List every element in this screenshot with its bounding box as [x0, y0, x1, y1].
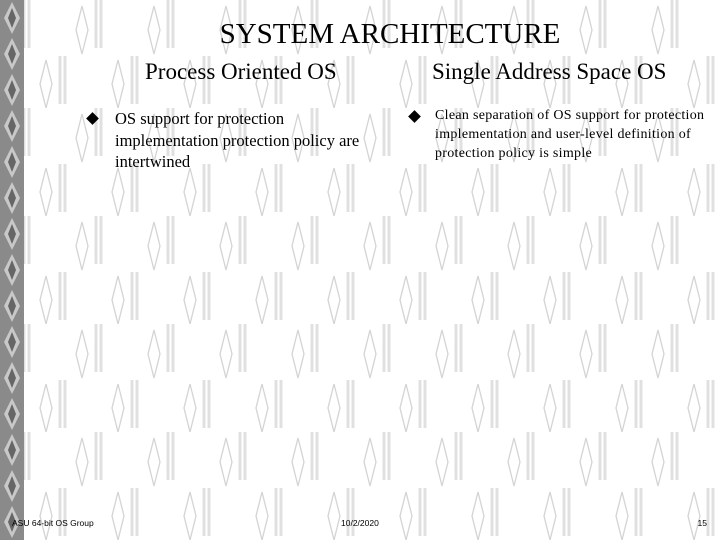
- diamond-bullet-icon: [408, 110, 421, 123]
- bullet-item-process-oriented: [88, 108, 388, 173]
- heading-single-address-space-os: Single Address Space OS: [432, 59, 667, 84]
- footer-date: 10/2/2020: [341, 518, 379, 528]
- bullet-text-process-oriented: OS support for protection implementation protection policy are intertwined: [115, 109, 360, 171]
- slide-title: SYSTEM ARCHITECTURE: [219, 18, 561, 50]
- heading-process-oriented-os: Process Oriented OS: [145, 59, 337, 84]
- footer-page-number: 15: [697, 518, 707, 528]
- bullet-text-single-address-space: Clean separation of OS support for protection implementation and user-level definition of protection policy is simple: [435, 108, 705, 161]
- diamond-bullet-icon: [86, 112, 99, 125]
- footer-group-name: ASU 64-bit OS Group: [12, 518, 94, 528]
- decorative-left-stripe: [0, 0, 24, 540]
- bullet-item-single-address-space: [410, 106, 708, 163]
